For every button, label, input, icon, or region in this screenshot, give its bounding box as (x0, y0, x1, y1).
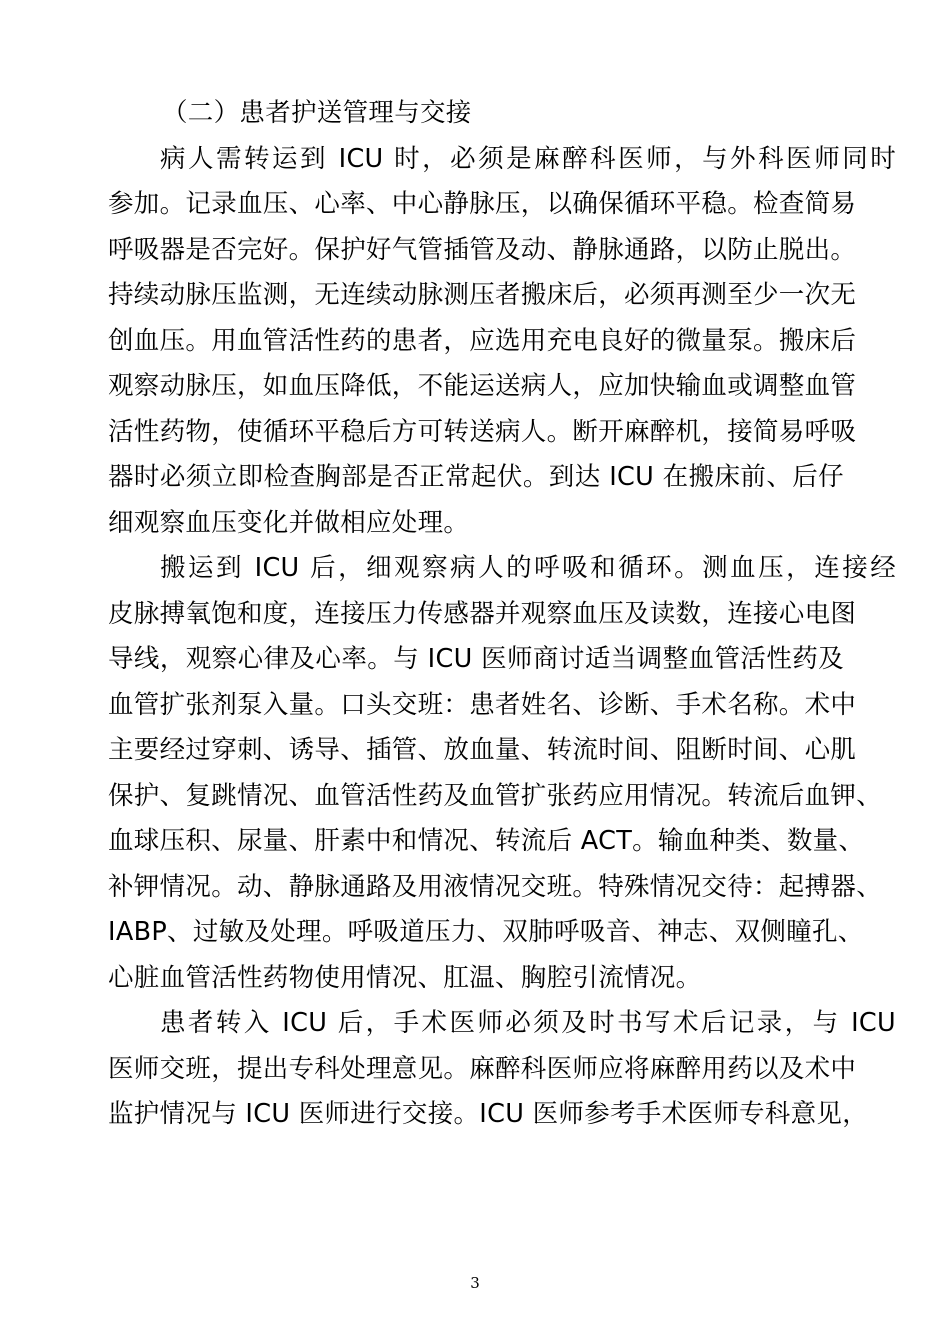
paragraph-line: 创血压。用血管活性药的患者，应选用充电良好的微量泵。搬床后 (108, 325, 857, 356)
section-heading: （二）患者护送管理与交接 (162, 98, 472, 128)
paragraph-line: 监护情况与 ICU 医师进行交接。ICU 医师参考手术医师专科意见， (108, 1099, 868, 1129)
paragraph-line: 血球压积、尿量、肝素中和情况、转流后 ACT。输血种类、数量、 (108, 826, 865, 856)
paragraph-line: IABP、过敏及处理。呼吸道压力、双肺呼吸音、神志、双侧瞳孔、 (108, 917, 864, 947)
paragraph-post-transfer (108, 1001, 896, 1138)
paragraph-line: 心脏血管活性药物使用情况、肛温、胸腔引流情况。 (108, 962, 702, 993)
paragraph-transfer-requirements (108, 137, 896, 547)
paragraph-line: 参加。记录血压、心率、中心静脉压，以确保循环平稳。检查简易 (108, 189, 857, 219)
paragraph-line: 呼吸器是否完好。保护好气管插管及动、静脉通路，以防止脱出。 (108, 234, 857, 265)
page-number: 3 (470, 1274, 480, 1292)
paragraph-line: 医师交班，提出专科处理意见。麻醉科医师应将麻醉用药以及术中 (108, 1053, 857, 1084)
paragraph-line: 病人需转运到 ICU 时，必须是麻醉科医师，与外科医师同时 (160, 143, 896, 174)
paragraph-line: 导线，观察心律及心率。与 ICU 医师商讨适当调整血管活性药及 (108, 644, 844, 674)
paragraph-line: 器时必须立即检查胸部是否正常起伏。到达 ICU 在搬床前、后仔 (108, 462, 844, 492)
paragraph-line: 细观察血压变化并做相应处理。 (108, 507, 470, 538)
paragraph-line: 观察动脉压，如血压降低，不能运送病人，应加快输血或调整血管 (108, 371, 857, 401)
paragraph-line: 患者转入 ICU 后，手术医师必须及时书写术后记录，与 ICU (160, 1008, 896, 1038)
paragraph-line: 补钾情况。动、静脉通路及用液情况交班。特殊情况交待：起搏器、 (108, 871, 883, 902)
paragraph-icu-handover (108, 546, 896, 1001)
document-page (108, 91, 896, 1138)
paragraph-line: 皮脉搏氧饱和度，连接压力传感器并观察血压及读数，连接心电图 (108, 598, 857, 629)
paragraph-line: 活性药物，使循环平稳后方可转送病人。断开麻醉机，接简易呼吸 (108, 416, 857, 447)
paragraph-line: 持续动脉压监测，无连续动脉测压者搬床后，必须再测至少一次无 (108, 280, 857, 310)
paragraph-line: 搬运到 ICU 后，细观察病人的呼吸和循环。测血压，连接经 (160, 553, 896, 583)
paragraph-line: 保护、复跳情况、血管活性药及血管扩张药应用情况。转流后血钾、 (108, 780, 883, 811)
paragraph-line: 血管扩张剂泵入量。口头交班：患者姓名、诊断、手术名称。术中 (108, 689, 857, 720)
paragraph-line: 主要经过穿刺、诱导、插管、放血量、转流时间、阻断时间、心肌 (108, 735, 857, 765)
